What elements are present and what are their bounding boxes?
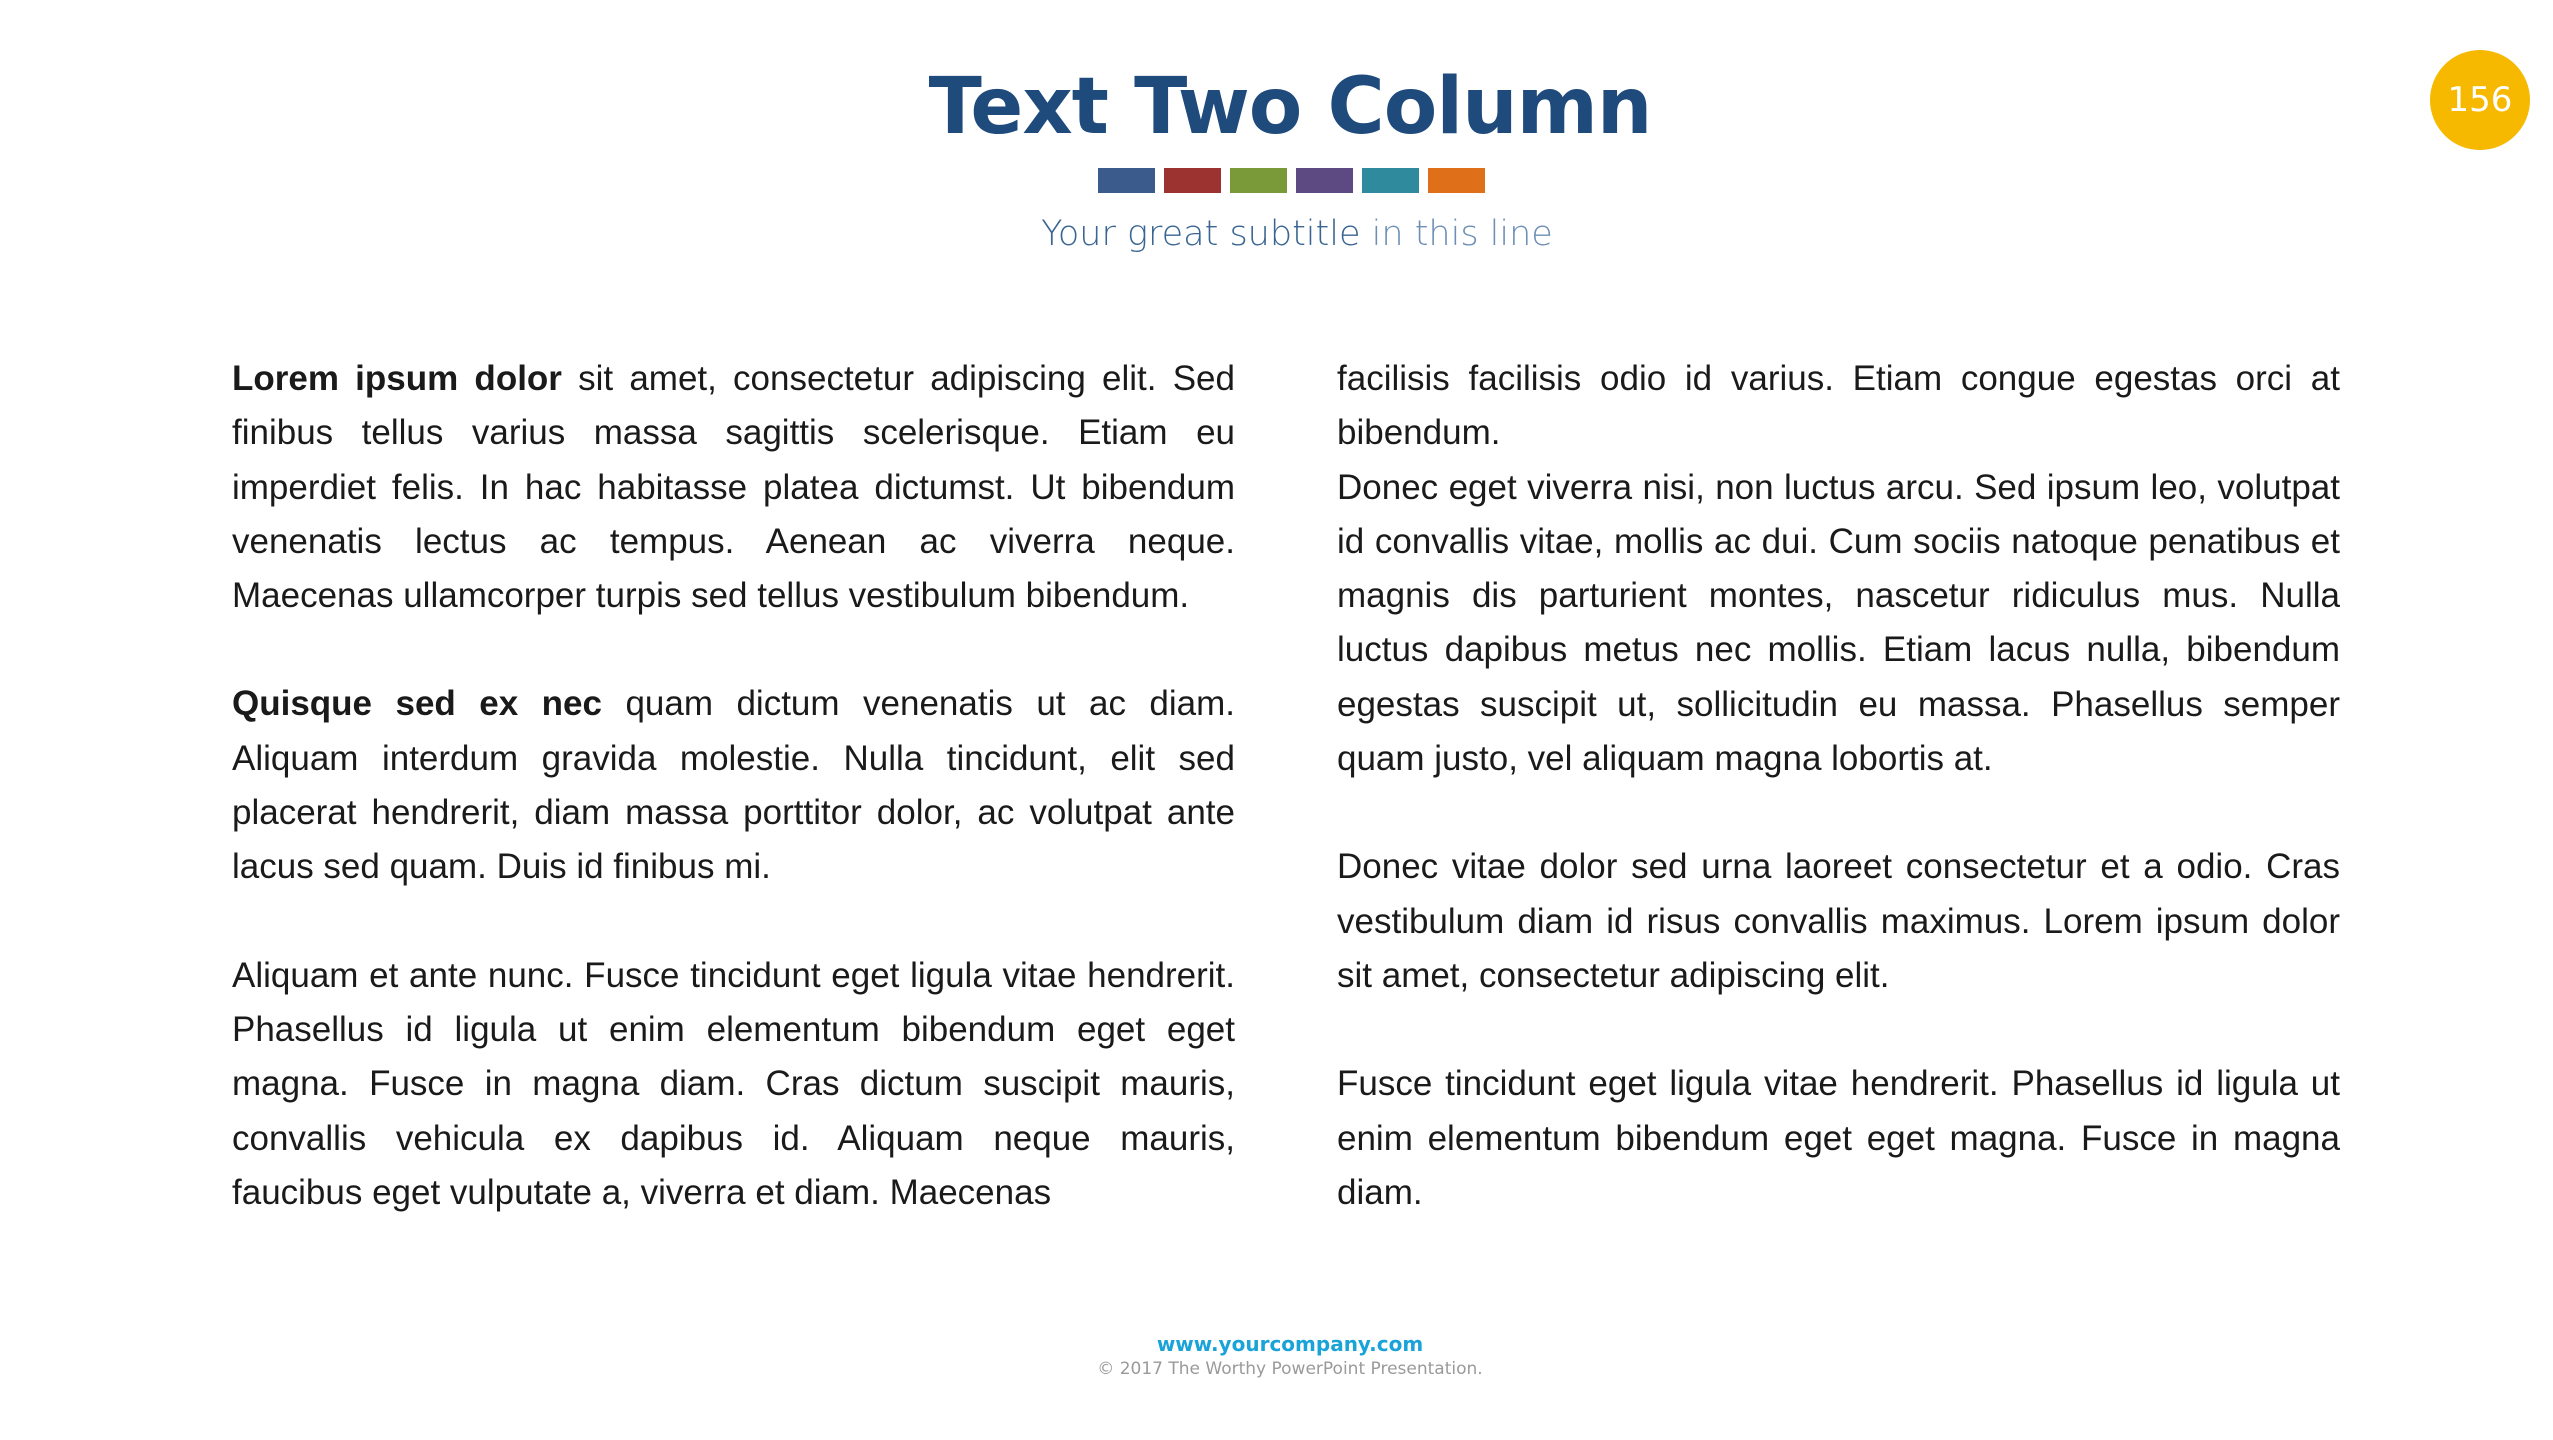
color-bar — [1098, 168, 1485, 193]
color-swatch-red — [1164, 168, 1221, 193]
paragraph-text: sit amet, consectetur adipiscing elit. Sed finibus tellus varius massa sagittis scelerisque. Etiam eu imperdiet felis. In hac habitasse platea dictumst. Ut bibendum venenatis lectus ac tempus. Aenean ac viverra neque. Maecenas ullamcorper turpis sed tellus vestibulum bibendum. — [232, 359, 1235, 616]
color-swatch-orange — [1428, 168, 1485, 193]
color-swatch-purple — [1296, 168, 1353, 193]
right-paragraph-3: Donec vitae dolor sed urna laoreet consectetur et a odio. Cras vestibulum diam id risus convallis maximus. Lorem ipsum dolor sit amet, consectetur adipiscing elit. — [1337, 847, 2340, 995]
paragraph-text: quam dictum venenatis ut ac diam. Aliquam interdum gravida molestie. Nulla tincidunt, elit sed placerat hendrerit, diam massa porttitor dolor, ac volutpat ante lacus sed quam. Duis id finibus mi. — [232, 684, 1235, 887]
footer-url-link[interactable]: www.yourcompany.com — [1156, 1332, 1424, 1356]
color-swatch-green — [1230, 168, 1287, 193]
left-paragraph-2 — [232, 677, 1235, 894]
subtitle-main: Your great subtitle — [1041, 214, 1361, 254]
right-paragraph-4: Fusce tincidunt eget ligula vitae hendrerit. Phasellus id ligula ut enim elementum bibendum eget eget magna. Fusce in magna diam. — [1337, 1064, 2340, 1212]
left-text-column — [232, 352, 1235, 1220]
right-paragraph-1: facilisis facilisis odio id varius. Etiam congue egestas orci at bibendum. — [1337, 359, 2340, 453]
color-swatch-blue — [1098, 168, 1155, 193]
subtitle-light: in this line — [1371, 214, 1553, 254]
page-number-badge: 156 — [2430, 50, 2530, 150]
paragraph-lead-bold: Lorem ipsum dolor — [232, 359, 562, 398]
color-swatch-teal — [1362, 168, 1419, 193]
left-paragraph-3: Aliquam et ante nunc. Fusce tincidunt eget ligula vitae hendrerit. Phasellus id ligula ut enim elementum bibendum eget eget magna. Fusce in magna diam. Cras dictum suscipit mauris, convallis vehicula ex dapibus id. Aliquam neque mauris, faucibus eget vulputate a, viverra et diam. Maecenas — [232, 955, 1235, 1212]
right-paragraph-2: Donec eget viverra nisi, non luctus arcu. Sed ipsum leo, volutpat id convallis vitae, mollis ac dui. Cum sociis natoque penatibus et magnis dis parturient montes, nascetur ridiculus mus. Nulla luctus dapibus metus nec mollis. Etiam lacus nulla, bibendum egestas suscipit ut, sollicitudin eu massa. Phasellus semper quam justo, vel aliquam magna lobortis at. — [1337, 467, 2340, 779]
footer-copyright: © 2017 The Worthy PowerPoint Presentation. — [1097, 1359, 1483, 1379]
slide-subtitle — [0, 206, 2553, 262]
slide-title: Text Two Column — [928, 62, 1652, 152]
right-text-column — [1337, 352, 2340, 1220]
paragraph-lead-bold: Quisque sed ex nec — [232, 684, 602, 724]
left-paragraph-1 — [232, 352, 1235, 623]
